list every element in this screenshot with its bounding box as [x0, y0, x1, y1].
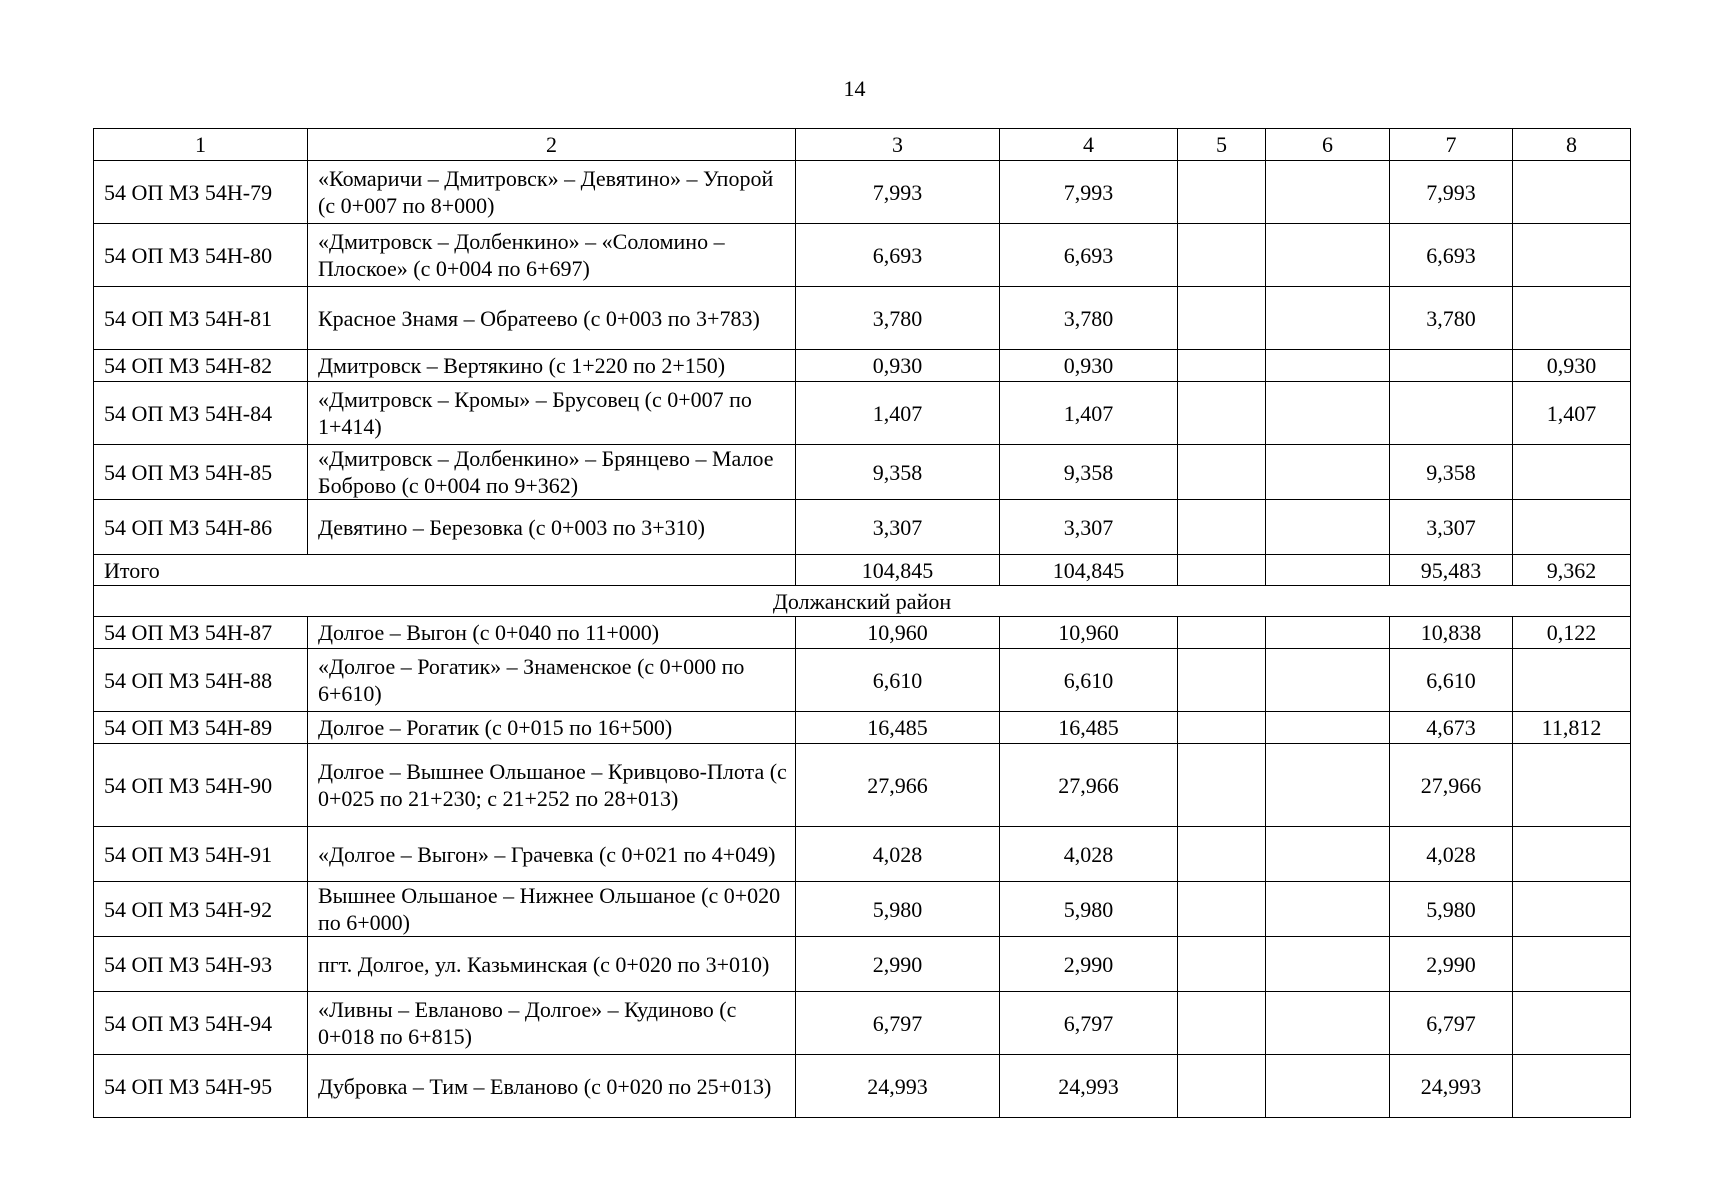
road-code: 54 ОП МЗ 54Н-94 — [94, 992, 308, 1055]
cell-col3: 2,990 — [796, 937, 1000, 992]
road-name: Долгое – Выгон (с 0+040 по 11+000) — [308, 617, 796, 649]
cell-col3: 5,980 — [796, 882, 1000, 937]
road-name: Дубровка – Тим – Евланово (с 0+020 по 25+013) — [308, 1055, 796, 1118]
table-row — [94, 161, 1631, 224]
table-row — [94, 382, 1631, 445]
table-row — [94, 827, 1631, 882]
road-name: Долгое – Рогатик (с 0+015 по 16+500) — [308, 712, 796, 744]
cell-col4: 0,930 — [1000, 350, 1178, 382]
cell-col5 — [1178, 617, 1266, 649]
road-name: Дмитровск – Вертякино (с 1+220 по 2+150) — [308, 350, 796, 382]
cell-col3: 7,993 — [796, 161, 1000, 224]
cell-col7: 3,307 — [1390, 500, 1513, 555]
cell-col4: 6,610 — [1000, 649, 1178, 712]
road-name: Девятино – Березовка (с 0+003 по 3+310) — [308, 500, 796, 555]
road-code: 54 ОП МЗ 54Н-79 — [94, 161, 308, 224]
cell-col3: 3,307 — [796, 500, 1000, 555]
table-row — [94, 1055, 1631, 1118]
cell-col4: 6,693 — [1000, 224, 1178, 287]
cell-col8: 11,812 — [1513, 712, 1631, 744]
cell-col6 — [1266, 827, 1390, 882]
cell-col7 — [1390, 350, 1513, 382]
cell-col5 — [1178, 827, 1266, 882]
cell-col8 — [1513, 224, 1631, 287]
cell-col7: 4,673 — [1390, 712, 1513, 744]
cell-col3: 0,930 — [796, 350, 1000, 382]
cell-col8 — [1513, 937, 1631, 992]
cell-col7: 6,610 — [1390, 649, 1513, 712]
cell-col6 — [1266, 350, 1390, 382]
table-row — [94, 882, 1631, 937]
cell-col8 — [1513, 649, 1631, 712]
cell-col5 — [1178, 382, 1266, 445]
cell-col7: 27,966 — [1390, 744, 1513, 827]
table-row — [94, 445, 1631, 500]
cell-col5 — [1178, 744, 1266, 827]
cell-col7 — [1390, 382, 1513, 445]
cell-col6 — [1266, 649, 1390, 712]
cell-col4: 9,358 — [1000, 445, 1178, 500]
cell-col5 — [1178, 712, 1266, 744]
road-name: «Дмитровск – Долбенкино» – «Соломино – Плоское» (с 0+004 по 6+697) — [308, 224, 796, 287]
cell-col7: 2,990 — [1390, 937, 1513, 992]
cell-col5 — [1178, 350, 1266, 382]
column-header: 8 — [1513, 129, 1631, 161]
cell-col4: 2,990 — [1000, 937, 1178, 992]
cell-col3: 27,966 — [796, 744, 1000, 827]
cell-col8 — [1513, 445, 1631, 500]
table-row — [94, 287, 1631, 350]
total-col3: 104,845 — [796, 555, 1000, 586]
road-code: 54 ОП МЗ 54Н-84 — [94, 382, 308, 445]
cell-col3: 3,780 — [796, 287, 1000, 350]
road-code: 54 ОП МЗ 54Н-90 — [94, 744, 308, 827]
cell-col8 — [1513, 161, 1631, 224]
cell-col8: 0,930 — [1513, 350, 1631, 382]
district-row — [94, 586, 1631, 617]
cell-col3: 4,028 — [796, 827, 1000, 882]
cell-col4: 3,307 — [1000, 500, 1178, 555]
road-name: «Дмитровск – Долбенкино» – Брянцево – Малое Боброво (с 0+004 по 9+362) — [308, 445, 796, 500]
table-row — [94, 500, 1631, 555]
road-code: 54 ОП МЗ 54Н-88 — [94, 649, 308, 712]
cell-col6 — [1266, 744, 1390, 827]
cell-col5 — [1178, 992, 1266, 1055]
road-code: 54 ОП МЗ 54Н-87 — [94, 617, 308, 649]
cell-col5 — [1178, 287, 1266, 350]
cell-col5 — [1178, 224, 1266, 287]
total-row — [94, 555, 1631, 586]
total-col7: 95,483 — [1390, 555, 1513, 586]
road-name: пгт. Долгое, ул. Казьминская (с 0+020 по 3+010) — [308, 937, 796, 992]
column-header: 6 — [1266, 129, 1390, 161]
cell-col4: 1,407 — [1000, 382, 1178, 445]
cell-col6 — [1266, 992, 1390, 1055]
cell-col5 — [1178, 500, 1266, 555]
cell-col3: 24,993 — [796, 1055, 1000, 1118]
total-col4: 104,845 — [1000, 555, 1178, 586]
column-header: 7 — [1390, 129, 1513, 161]
roads-table — [93, 128, 1631, 1118]
total-label: Итого — [94, 555, 796, 586]
cell-col7: 5,980 — [1390, 882, 1513, 937]
cell-col7: 6,797 — [1390, 992, 1513, 1055]
road-code: 54 ОП МЗ 54Н-91 — [94, 827, 308, 882]
cell-col7: 24,993 — [1390, 1055, 1513, 1118]
district-heading: Должанский район — [94, 586, 1631, 617]
cell-col5 — [1178, 445, 1266, 500]
road-name: «Ливны – Евланово – Долгое» – Кудиново (с 0+018 по 6+815) — [308, 992, 796, 1055]
road-name: «Долгое – Выгон» – Грачевка (с 0+021 по 4+049) — [308, 827, 796, 882]
road-name: «Долгое – Рогатик» – Знаменское (с 0+000 по 6+610) — [308, 649, 796, 712]
road-name: Вышнее Ольшаное – Нижнее Ольшаное (с 0+020 по 6+000) — [308, 882, 796, 937]
table-row — [94, 992, 1631, 1055]
cell-col7: 3,780 — [1390, 287, 1513, 350]
cell-col8 — [1513, 827, 1631, 882]
cell-col6 — [1266, 500, 1390, 555]
cell-col8 — [1513, 992, 1631, 1055]
table-row — [94, 937, 1631, 992]
cell-col4: 6,797 — [1000, 992, 1178, 1055]
cell-col6 — [1266, 445, 1390, 500]
road-code: 54 ОП МЗ 54Н-93 — [94, 937, 308, 992]
cell-col3: 1,407 — [796, 382, 1000, 445]
cell-col6 — [1266, 937, 1390, 992]
cell-col6 — [1266, 617, 1390, 649]
road-name: «Комаричи – Дмитровск» – Девятино» – Упорой (с 0+007 по 8+000) — [308, 161, 796, 224]
cell-col8 — [1513, 744, 1631, 827]
cell-col4: 5,980 — [1000, 882, 1178, 937]
column-header-row — [94, 129, 1631, 161]
total-col8: 9,362 — [1513, 555, 1631, 586]
column-header: 5 — [1178, 129, 1266, 161]
cell-col5 — [1178, 1055, 1266, 1118]
total-col6 — [1266, 555, 1390, 586]
cell-col7: 9,358 — [1390, 445, 1513, 500]
cell-col7: 10,838 — [1390, 617, 1513, 649]
cell-col8: 0,122 — [1513, 617, 1631, 649]
cell-col8: 1,407 — [1513, 382, 1631, 445]
cell-col7: 7,993 — [1390, 161, 1513, 224]
cell-col5 — [1178, 882, 1266, 937]
cell-col4: 3,780 — [1000, 287, 1178, 350]
road-name: Долгое – Вышнее Ольшаное – Кривцово-Плота (с 0+025 по 21+230; с 21+252 по 28+013) — [308, 744, 796, 827]
cell-col3: 6,693 — [796, 224, 1000, 287]
cell-col3: 10,960 — [796, 617, 1000, 649]
cell-col4: 4,028 — [1000, 827, 1178, 882]
cell-col6 — [1266, 882, 1390, 937]
cell-col7: 6,693 — [1390, 224, 1513, 287]
cell-col6 — [1266, 161, 1390, 224]
column-header: 1 — [94, 129, 308, 161]
road-code: 54 ОП МЗ 54Н-85 — [94, 445, 308, 500]
cell-col6 — [1266, 382, 1390, 445]
cell-col8 — [1513, 882, 1631, 937]
cell-col7: 4,028 — [1390, 827, 1513, 882]
cell-col5 — [1178, 161, 1266, 224]
cell-col8 — [1513, 1055, 1631, 1118]
road-code: 54 ОП МЗ 54Н-89 — [94, 712, 308, 744]
table-row — [94, 712, 1631, 744]
cell-col6 — [1266, 287, 1390, 350]
cell-col5 — [1178, 649, 1266, 712]
table-row — [94, 744, 1631, 827]
road-name: «Дмитровск – Кромы» – Брусовец (с 0+007 по 1+414) — [308, 382, 796, 445]
cell-col3: 16,485 — [796, 712, 1000, 744]
cell-col4: 27,966 — [1000, 744, 1178, 827]
cell-col6 — [1266, 712, 1390, 744]
road-code: 54 ОП МЗ 54Н-86 — [94, 500, 308, 555]
road-code: 54 ОП МЗ 54Н-92 — [94, 882, 308, 937]
cell-col3: 6,797 — [796, 992, 1000, 1055]
total-col5 — [1178, 555, 1266, 586]
column-header: 4 — [1000, 129, 1178, 161]
cell-col4: 7,993 — [1000, 161, 1178, 224]
cell-col6 — [1266, 224, 1390, 287]
cell-col4: 16,485 — [1000, 712, 1178, 744]
road-name: Красное Знамя – Обратеево (с 0+003 по 3+783) — [308, 287, 796, 350]
table-row — [94, 617, 1631, 649]
cell-col6 — [1266, 1055, 1390, 1118]
cell-col3: 6,610 — [796, 649, 1000, 712]
cell-col3: 9,358 — [796, 445, 1000, 500]
table-row — [94, 649, 1631, 712]
table-row — [94, 224, 1631, 287]
cell-col4: 10,960 — [1000, 617, 1178, 649]
column-header: 2 — [308, 129, 796, 161]
road-code: 54 ОП МЗ 54Н-82 — [94, 350, 308, 382]
road-code: 54 ОП МЗ 54Н-81 — [94, 287, 308, 350]
page-number: 14 — [843, 76, 866, 101]
cell-col8 — [1513, 287, 1631, 350]
table-row — [94, 350, 1631, 382]
road-code: 54 ОП МЗ 54Н-95 — [94, 1055, 308, 1118]
cell-col8 — [1513, 500, 1631, 555]
column-header: 3 — [796, 129, 1000, 161]
cell-col5 — [1178, 937, 1266, 992]
cell-col4: 24,993 — [1000, 1055, 1178, 1118]
road-code: 54 ОП МЗ 54Н-80 — [94, 224, 308, 287]
